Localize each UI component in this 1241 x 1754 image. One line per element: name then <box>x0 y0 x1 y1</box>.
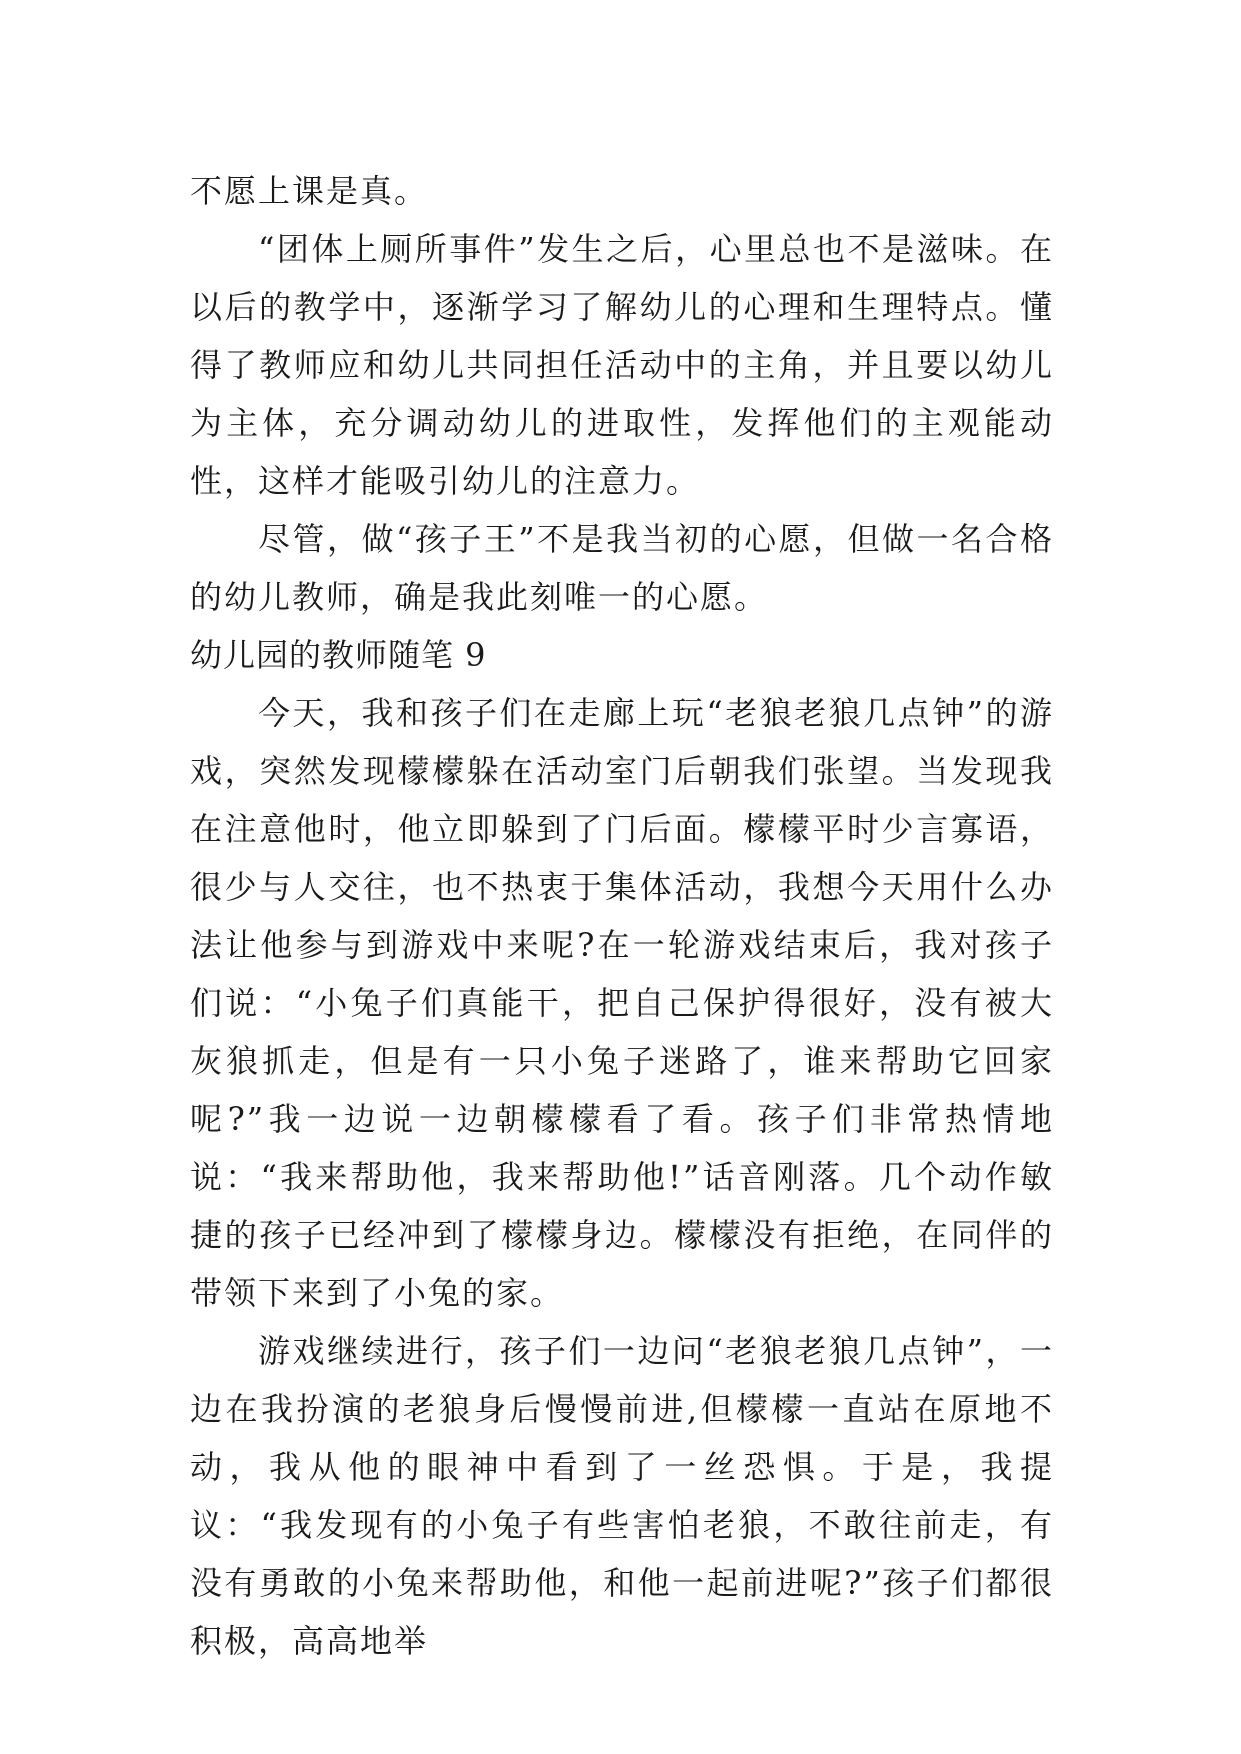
paragraph-2: “团体上厕所事件”发生之后，心里总也不是滋味。在以后的教学中，逐渐学习了解幼儿的心理和生理特点。懂得了教师应和幼儿共同担任活动中的主角，并且要以幼儿为主体，充分调动幼儿的进取性，发挥他们的主观能动性，这样才能吸引幼儿的注意力。 <box>190 230 1054 500</box>
paragraph-3: 尽管，做“孩子王”不是我当初的心愿，但做一名合格的幼儿教师，确是我此刻唯一的心愿。 <box>190 520 1054 616</box>
section-paragraph-1: 今天，我和孩子们在走廊上玩“老狼老狼几点钟”的游戏，突然发现檬檬躲在活动室门后朝我们张望。当发现我在注意他时，他立即躲到了门后面。檬檬平时少言寡语，很少与人交往，也不热衷于集体活动，我想今天用什么办法让他参与到游戏中来呢?在一轮游戏结束后，我对孩子们说：“小兔子们真能干，把自己保护得很好，没有被大灰狼抓走，但是有一只小兔子迷路了，谁来帮助它回家呢?”我一边说一边朝檬檬看了看。孩子们非常热情地说：“我来帮助他，我来帮助他!”话音刚落。几个动作敏捷的孩子已经冲到了檬檬身边。檬檬没有拒绝，在同伴的带领下来到了小兔的家。 <box>190 694 1054 1312</box>
section-paragraph-2: 游戏继续进行，孩子们一边问“老狼老狼几点钟”，一边在我扮演的老狼身后慢慢前进,但檬檬一直站在原地不动，我从他的眼神中看到了一丝恐惧。于是，我提议：“我发现有的小兔子有些害怕老狼，不敢往前走，有没有勇敢的小兔来帮助他，和他一起前进呢?”孩子们都很积极，高高地举 <box>190 1332 1054 1660</box>
paragraph-1: 不愿上课是真。 <box>190 172 429 210</box>
document-page <box>190 162 1054 1670</box>
section-title: 幼儿园的教师随笔 9 <box>190 636 487 674</box>
